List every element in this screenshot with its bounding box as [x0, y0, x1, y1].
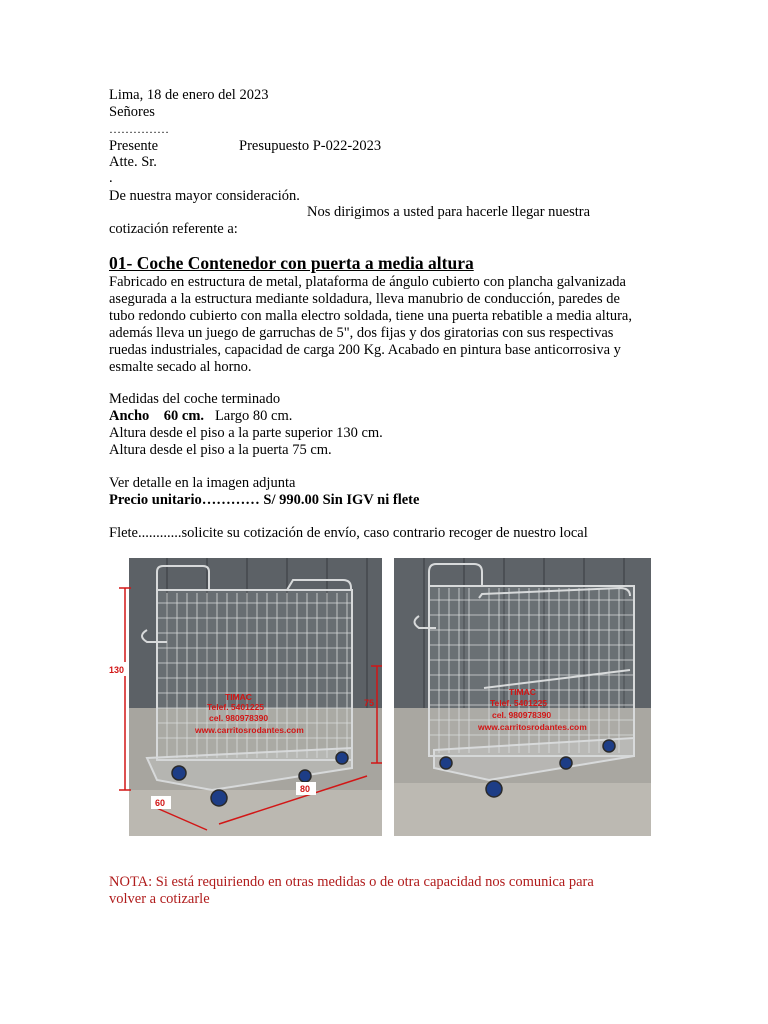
watermark-phone: Telef. 5401225: [207, 702, 265, 712]
length-measure: Largo 80 cm.: [204, 408, 293, 424]
note-line-1: NOTA: Si está requiriendo en otras medidas o de otra capacidad nos comunica para: [109, 874, 594, 890]
measures-row: [109, 408, 292, 425]
budget-reference: Presupuesto P-022-2023: [239, 138, 382, 154]
watermark-web-2: www.carritosrodantes.com: [478, 722, 587, 732]
watermark-brand-2: TIMAC: [509, 687, 536, 697]
recipient-placeholder: ……………: [109, 122, 169, 136]
intro-line-2: cotización referente a:: [109, 221, 238, 237]
watermark-brand: TIMAC: [225, 692, 252, 702]
watermark-cel-2: cel. 980978390: [492, 710, 552, 720]
dim-door-label: 75: [364, 698, 375, 708]
intro-line-1: Nos dirigimos a usted para hacerle llegar nuestra: [307, 204, 591, 220]
cart-photo-angle: [394, 558, 651, 836]
watermark-cel: cel. 980978390: [209, 713, 269, 723]
width-measure: Ancho 60 cm.: [109, 408, 205, 424]
see-detail-note: Ver detalle en la imagen adjunta: [109, 475, 296, 491]
salutation: Señores: [109, 104, 155, 120]
dim-height-label: 130: [109, 665, 125, 675]
product-description: Fabricado en estructura de metal, plataforma de ángulo cubierto con plancha galvanizada asegurada a la estructura mediante soldadura, lleva manubrio de conducción, paredes de tubo redondo cubierto con malla electro soldada, tiene una puerta rebatible a media altura, además lleva un juego de garruchas de 5", dos fijas y dos giratorias con sus respectivas ruedas industriales, capacidad de carga 200 Kg. Acabado en pintura base anticorrosiva y esmalte secado al horno.: [109, 274, 632, 375]
presente-label: Presente: [109, 138, 159, 154]
height-door-measure: Altura desde el piso a la puerta 75 cm.: [109, 442, 332, 458]
cart-photo-dimensions: [107, 558, 382, 836]
height-top-measure: Altura desde el piso a la parte superior 130 cm.: [109, 425, 383, 441]
period-line: .: [109, 170, 113, 186]
greeting: De nuestra mayor consideración.: [109, 188, 300, 204]
measures-title: Medidas del coche terminado: [109, 391, 281, 407]
cart-illustration-2: [415, 564, 635, 780]
attention-line: Atte. Sr.: [109, 154, 157, 170]
watermark-phone-2: Telef. 5401225: [490, 698, 548, 708]
watermark-web: www.carritosrodantes.com: [195, 725, 304, 735]
dim-length-label: 80: [300, 784, 311, 794]
price-value: S/ 990.00 Sin IGV ni flete: [259, 492, 420, 508]
price-line: [109, 492, 419, 509]
date-line: Lima, 18 de enero del 2023: [109, 87, 269, 103]
price-label: Precio unitario…………: [109, 492, 260, 508]
freight-note: Flete............solicite su cotización de envío, caso contrario recoger de nuestro local: [109, 525, 588, 541]
note-line-2: volver a cotizarle: [109, 891, 210, 907]
dim-width-label: 60: [155, 798, 166, 808]
product-title: 01- Coche Contenedor con puerta a media altura: [109, 253, 474, 273]
